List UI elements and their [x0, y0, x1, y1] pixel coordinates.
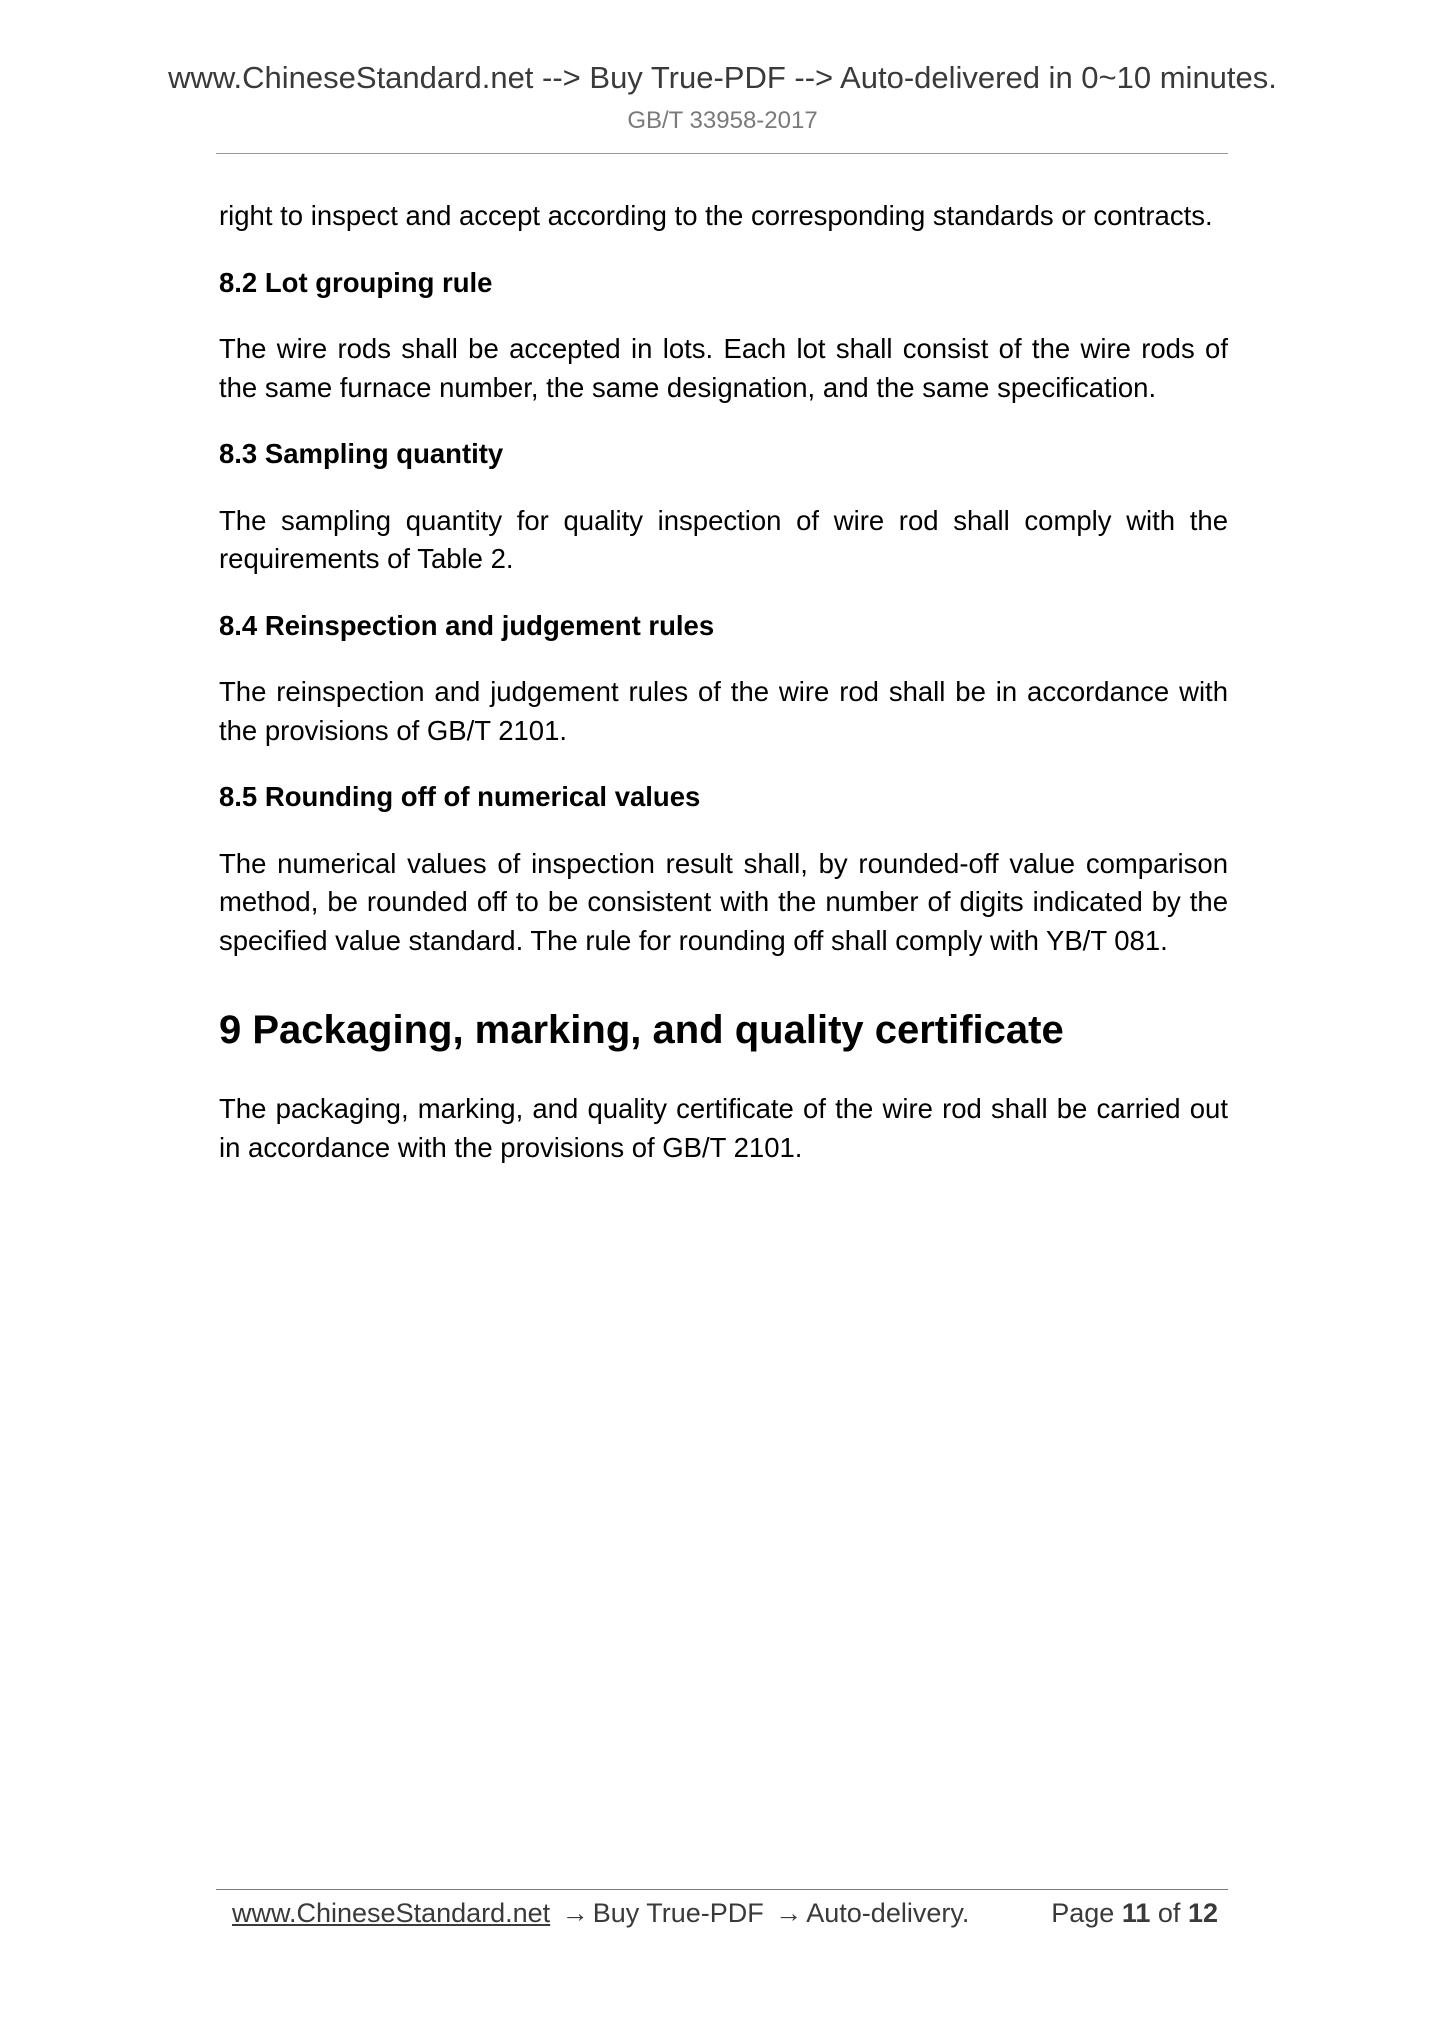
page-indicator	[1051, 1893, 1218, 1933]
section-8-2-heading: 8.2 Lot grouping rule	[219, 266, 493, 298]
right-arrow-icon: →	[775, 1898, 803, 1928]
footer-site-link[interactable]: www.ChineseStandard.net	[232, 1898, 551, 1928]
section-8-3-text: The sampling quantity for quality inspection of wire rod shall comply with the requirements of Table 2.	[219, 504, 1228, 574]
clause-9-text: The packaging, marking, and quality certificate of the wire rod shall be carried out in accordance with the provisions of GB/T 2101.	[219, 1093, 1228, 1163]
section-8-5-heading: 8.5 Rounding off of numerical values	[219, 781, 701, 812]
current-page-number: 11	[1121, 1898, 1151, 1928]
clause-9-heading: 9 Packaging, marking, and quality certificate	[219, 1008, 1064, 1052]
section-8-2-text: The wire rods shall be accepted in lots. Each lot shall consist of the wire rods of the same furnace number, the same designation, and the same specification.	[219, 333, 1228, 403]
section-8-3-heading: 8.3 Sampling quantity	[219, 438, 504, 469]
intro-paragraph: right to inspect and accept according to the corresponding standards or contracts.	[219, 200, 1213, 231]
header-divider	[216, 153, 1228, 154]
footer-promo	[232, 1893, 969, 1933]
section-8-5-text: The numerical values of inspection result shall, by rounded-off value comparison method, be rounded off to be consistent with the number of digits indicated by the specified value standard. The rule for rounding off shall comply with YB/T 081.	[219, 847, 1228, 956]
section-8-4-heading: 8.4 Reinspection and judgement rules	[219, 609, 715, 641]
total-page-count: 12	[1187, 1898, 1218, 1928]
page-content	[219, 197, 1228, 1167]
page-word: Page	[1051, 1898, 1115, 1928]
of-word: of	[1157, 1898, 1181, 1928]
footer-buy-text: Buy True-PDF	[592, 1898, 764, 1928]
footer-divider	[216, 1889, 1228, 1890]
section-8-4-text: The reinspection and judgement rules of the wire rod shall be in accordance with the provisions of GB/T 2101.	[219, 676, 1228, 746]
footer-delivery-text: Auto-delivery.	[806, 1898, 970, 1928]
top-banner[interactable]: www.ChineseStandard.net --> Buy True-PDF --> Auto-delivered in 0~10 minutes.	[168, 60, 1277, 95]
document-code: GB/T 33958-2017	[627, 107, 818, 134]
right-arrow-icon: →	[561, 1898, 589, 1928]
page-footer	[232, 1893, 1228, 1933]
